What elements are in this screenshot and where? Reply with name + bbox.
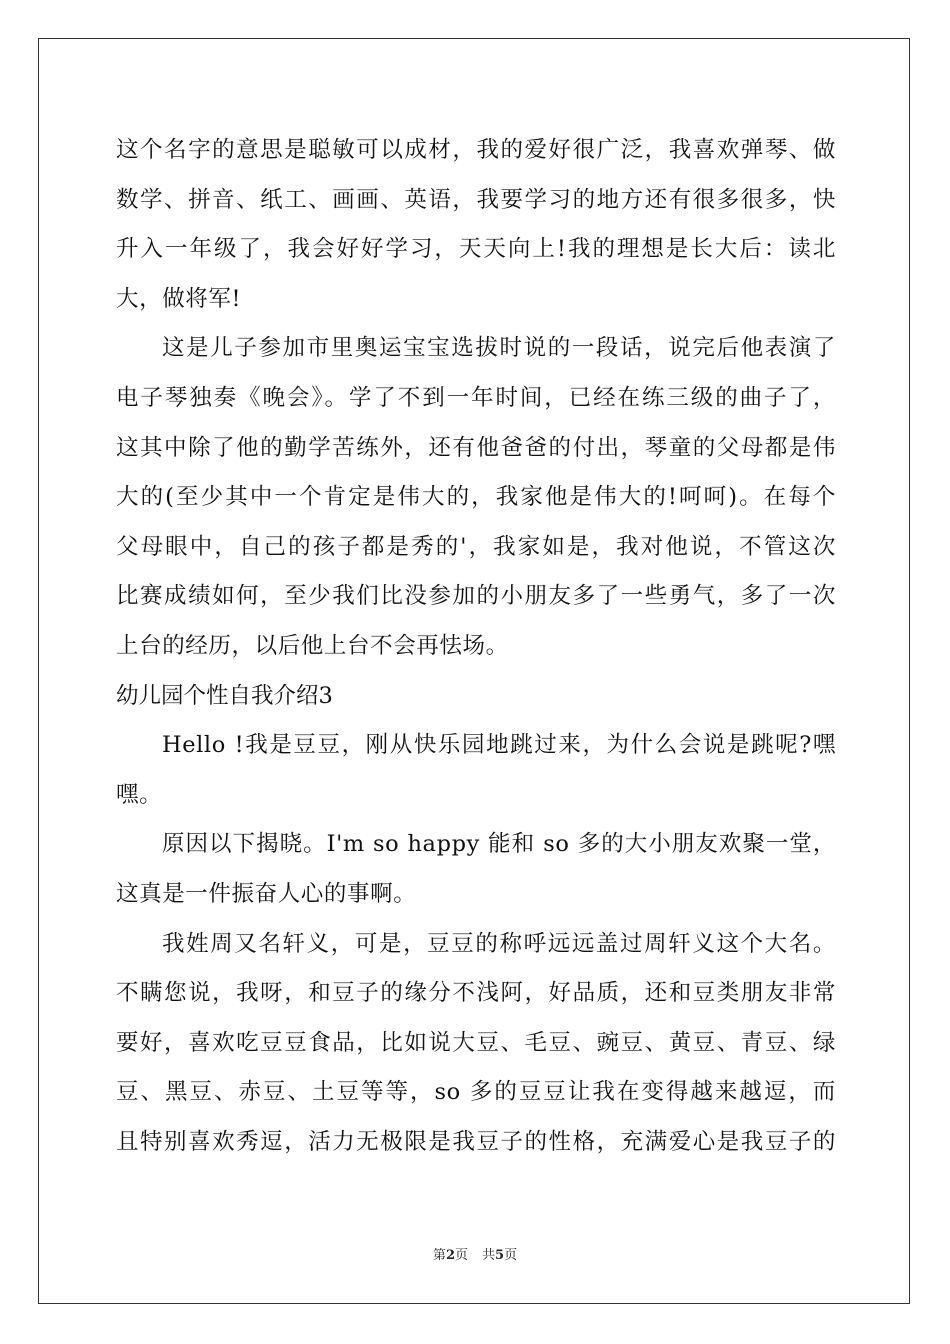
footer-total-prefix: 共 <box>482 1248 496 1263</box>
footer-prefix: 第 <box>432 1248 446 1263</box>
text-line: 豆、黑豆、赤豆、土豆等等，so 多的豆豆让我在变得越来越逗，而 <box>116 1079 836 1106</box>
page-footer <box>0 1244 950 1263</box>
text-line: 上台的经历，以后他上台不会再怯场。 <box>116 632 509 659</box>
text-line: 数学、拼音、纸工、画画、英语，我要学习的地方还有很多很多，快 <box>116 186 836 213</box>
paragraph-first-line: 我姓周又名轩义，可是，豆豆的称呼远远盖过周轩义这个大名。 <box>162 930 836 957</box>
current-page-number: 2 <box>445 1248 455 1263</box>
paragraph-first-line: 原因以下揭晓。I'm so happy 能和 so 多的大小朋友欢聚一堂， <box>162 831 836 858</box>
text-line: 要好，喜欢吃豆豆食品，比如说大豆、毛豆、豌豆、黄豆、青豆、绿 <box>116 1029 836 1056</box>
text-line: 父母眼中，自己的孩子都是秀的'，我家如是，我对他说，不管这次 <box>116 533 836 560</box>
total-pages-number: 5 <box>495 1248 505 1263</box>
text-line: 这其中除了他的勤学苦练外，还有他爸爸的付出，琴童的父母都是伟 <box>116 434 836 461</box>
footer-total-suffix: 页 <box>504 1248 518 1263</box>
text-line: 大的(至少其中一个肯定是伟大的，我家他是伟大的!呵呵)。在每个 <box>116 484 836 511</box>
text-line: 这真是一件振奋人心的事啊。 <box>116 880 417 907</box>
text-line: 嘿。 <box>116 781 163 808</box>
section-heading: 幼儿园个性自我介绍3 <box>116 682 333 709</box>
text-line: 且特别喜欢秀逗，活力无极限是我豆子的性格，充满爱心是我豆子的 <box>116 1128 836 1155</box>
text-line: 不瞒您说，我呀，和豆子的缘分不浅阿，好品质，还和豆类朋友非常 <box>116 980 836 1007</box>
footer-page-suffix: 页 <box>454 1248 468 1263</box>
text-line: 电子琴独奏《晚会》。学了不到一年时间，已经在练三级的曲子了， <box>116 384 836 411</box>
paragraph-first-line: Hello !我是豆豆，刚从快乐园地跳过来，为什么会说是跳呢?嘿 <box>162 732 836 759</box>
text-line: 升入一年级了，我会好好学习，天天向上!我的理想是长大后：读北 <box>116 236 836 263</box>
text-line: 大，做将军! <box>116 285 242 312</box>
paragraph-first-line: 这是儿子参加市里奥运宝宝选拔时说的一段话，说完后他表演了 <box>162 335 836 362</box>
document-body <box>116 126 836 1167</box>
text-line: 这个名字的意思是聪敏可以成材，我的爱好很广泛，我喜欢弹琴、做 <box>116 137 836 163</box>
text-line: 比赛成绩如何，至少我们比没参加的小朋友多了一些勇气，多了一次 <box>116 583 836 610</box>
